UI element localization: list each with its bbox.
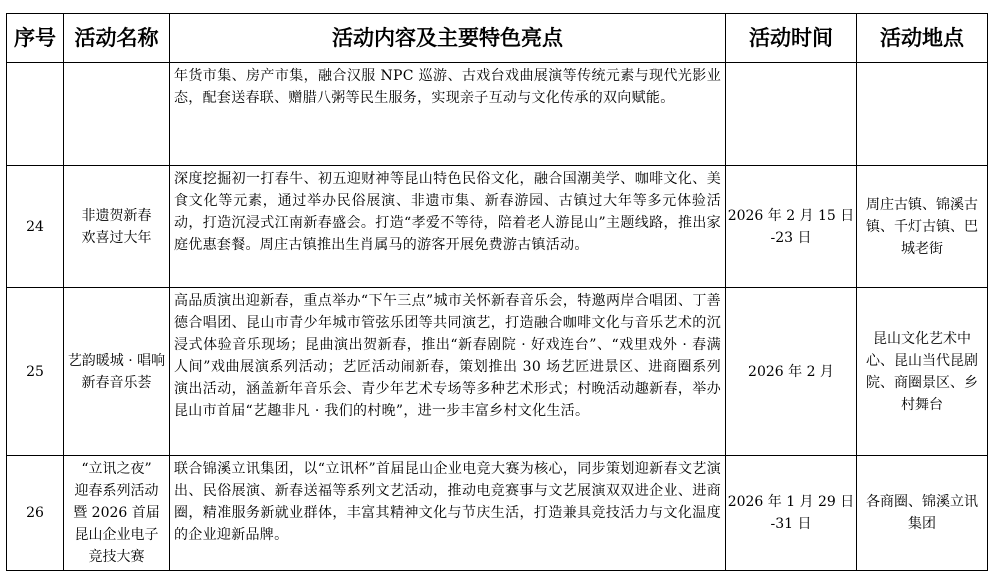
table-row: [7, 288, 988, 456]
table-row: [7, 166, 988, 288]
row-content: 年货市集、房产市集，融合汉服 NPC 巡游、古戏台戏曲展演等传统元素与现代光影业态，配套送春联、赠腊八粥等民生服务，实现亲子互动与文化传承的双向赋能。: [170, 63, 726, 166]
table-header-row: [7, 14, 988, 63]
row-name: [64, 63, 170, 166]
header-content: 活动内容及主要特色亮点: [170, 14, 726, 63]
row-content: 深度挖掘初一打春牛、初五迎财神等昆山特色民俗文化，融合国潮美学、咖啡文化、美食文化等元素，通过举办民俗展演、非遗市集、新春游园、古镇过大年等多元体验活动，打造沉浸式江南新春盛会。打造“孝爱不等待，陪着老人游昆山”主题线路，推出家庭优惠套餐。周庄古镇推出生肖属马的游客开展免费游古镇活动。: [170, 166, 726, 288]
row-name: “立讯之夜” 迎春系列活动 暨 2026 首届 昆山企业电子 竞技大赛: [64, 456, 170, 571]
row-name: 非遗贺新春 欢喜过大年: [64, 166, 170, 288]
header-no: 序号: [7, 14, 64, 63]
row-no: 24: [7, 166, 64, 288]
header-name: 活动名称: [64, 14, 170, 63]
table-row: [7, 63, 988, 166]
activity-table: [6, 13, 988, 571]
row-content: 联合锦溪立讯集团，以“立讯杯”首届昆山企业电竞大赛为核心，同步策划迎新春文艺演出、民俗展演、新春送福等系列文艺活动，推动电竞赛事与文艺展演双双进企业、进商圈，精准服务新就业群体，丰富其精神文化与节庆生活，打造兼具竞技活力与文化温度的企业迎新品牌。: [170, 456, 726, 571]
row-content: 高品质演出迎新春，重点举办“下午三点”城市关怀新春音乐会，特邀两岸合唱团、丁善德合唱团、昆山市青少年城市管弦乐团等共同演艺，打造融合咖啡文化与音乐艺术的沉浸式体验音乐现场；昆曲演出贺新春，推出“新春剧院 · 好戏连台”、“戏里戏外 · 春满人间”戏曲展演系列活动；艺匠活动闹新春，策划推出 30 场艺匠进景区、进商圈系列演出活动，涵盖新年音乐会、青少年艺术专场等多种艺术形式；村晚活动趣新春，举办昆山市首届“艺趣非凡 · 我们的村晚”，进一步丰富乡村文化生活。: [170, 288, 726, 456]
row-place: 昆山文化艺术中心、昆山当代昆剧院、商圈景区、乡村舞台: [857, 288, 988, 456]
row-no: 25: [7, 288, 64, 456]
table-row: [7, 456, 988, 571]
header-place: 活动地点: [857, 14, 988, 63]
row-time: 2026 年 2 月 15 日 -23 日: [726, 166, 857, 288]
row-time: 2026 年 2 月: [726, 288, 857, 456]
row-place: 周庄古镇、锦溪古镇、千灯古镇、巴城老街: [857, 166, 988, 288]
row-no: [7, 63, 64, 166]
row-place: [857, 63, 988, 166]
row-name: 艺韵暖城 · 唱响 新春音乐荟: [64, 288, 170, 456]
row-place: 各商圈、锦溪立讯集团: [857, 456, 988, 571]
header-time: 活动时间: [726, 14, 857, 63]
row-time: 2026 年 1 月 29 日 -31 日: [726, 456, 857, 571]
row-no: 26: [7, 456, 64, 571]
row-time: [726, 63, 857, 166]
